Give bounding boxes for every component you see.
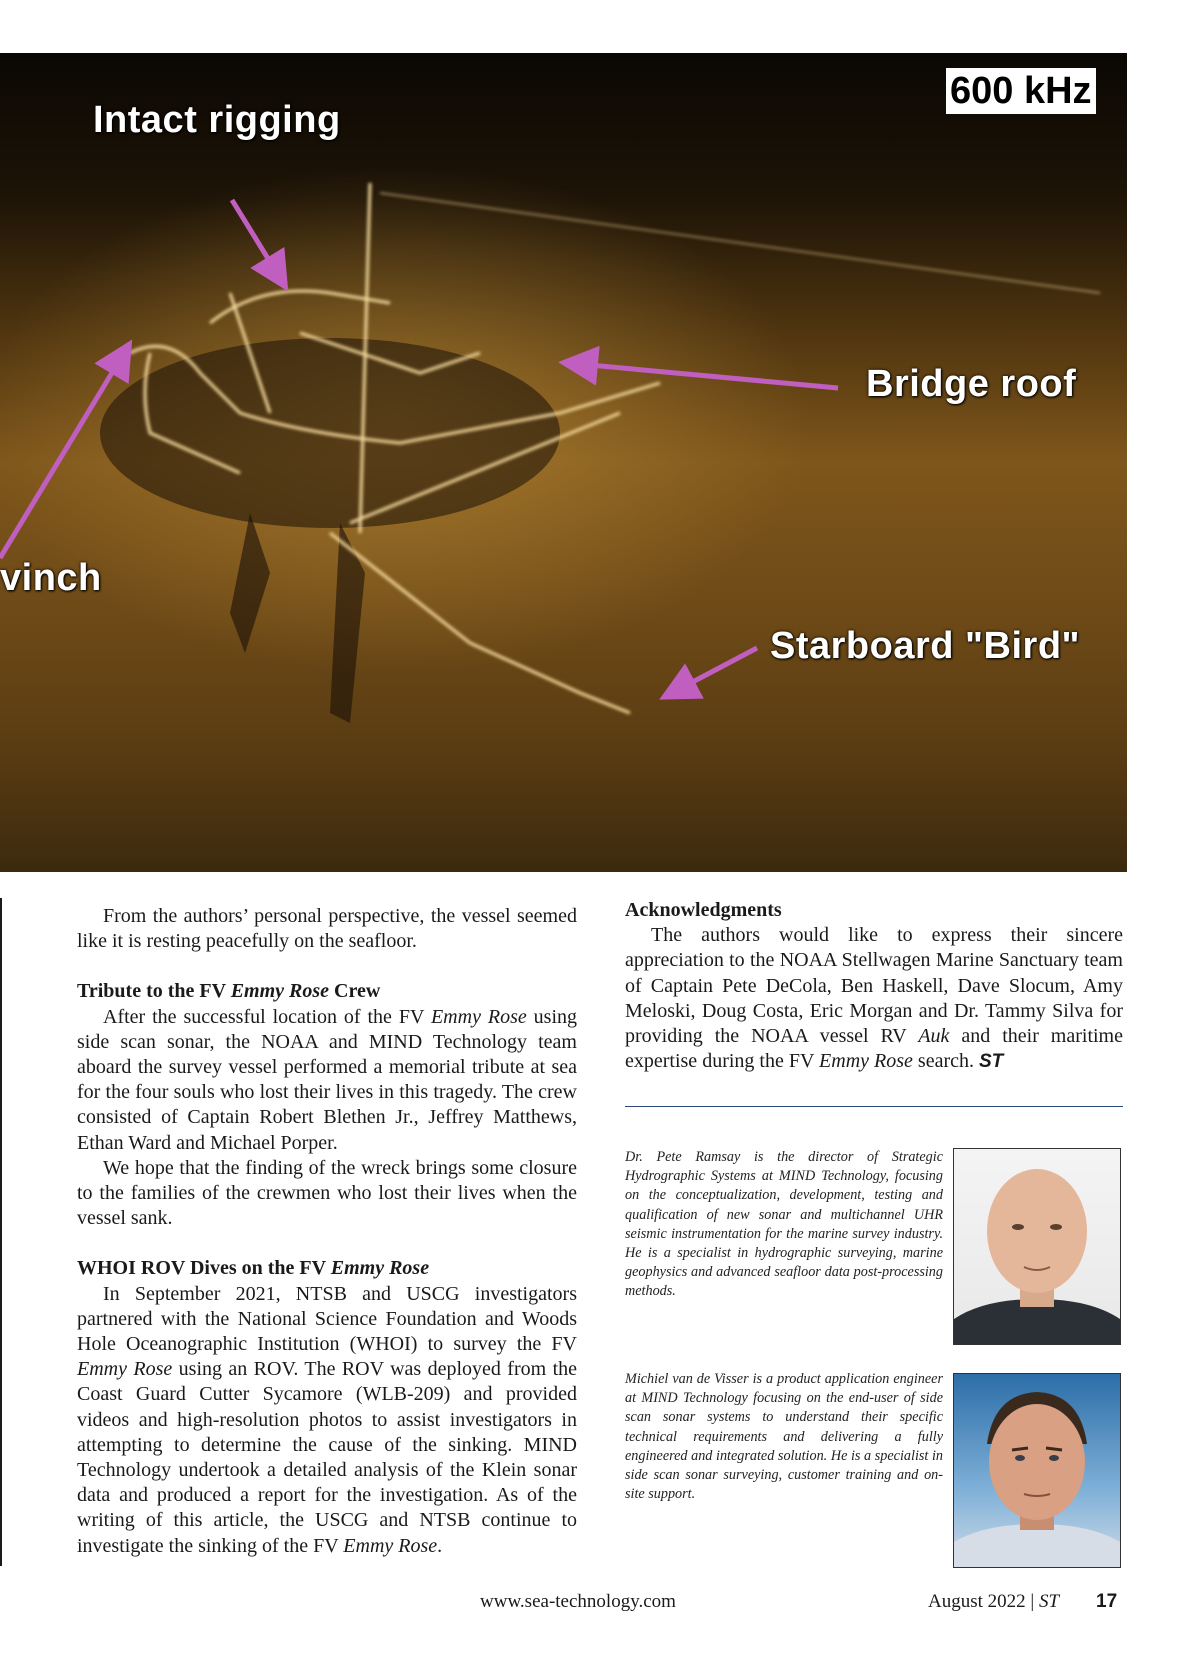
left-rule — [0, 898, 2, 1566]
bio-michiel-van-de-visser: Michiel van de Visser is a product application engineer at MIND Technology focusing on the end-user of side scan sonar systems to understand their specific technical requirements and delivering a fully engineered and integrated solution. He is a specialist in side scan sonar surveying, customer training and on-site support. — [625, 1371, 943, 1503]
portrait-1 — [954, 1149, 1120, 1344]
portrait-2 — [954, 1374, 1120, 1567]
tribute-paragraph-2: We hope that the finding of the wreck brings some closure to the families of the crewmen who lost their lives when the vessel sank. — [77, 1156, 577, 1230]
right-column — [625, 898, 1123, 1074]
page-number: 17 — [1096, 1591, 1118, 1612]
left-column — [77, 904, 577, 1559]
whoi-paragraph: In September 2021, NTSB and USCG investigators partnered with the National Science Foundation and Woods Hole Oceanographic Institution (WHOI) to survey the FV Emmy Rose using an ROV. The ROV was deployed from the Coast Guard Cutter Sycamore (WLB-209) and provided videos and high-resolution photos to assist investigators in attempting to determine the cause of the sinking. MIND Technology undertook a detailed analysis of the Klein sonar data and produced a report for the investigation. As of the writing of this article, the USCG and NTSB continue to investigate the sinking of the FV Emmy Rose. — [77, 1282, 578, 1557]
arrow-intact-rigging — [232, 200, 283, 283]
arrow-starboard-bird — [668, 648, 757, 695]
footer-url: www.sea-technology.com — [480, 1591, 676, 1612]
st-end-mark: ST — [978, 1051, 1004, 1073]
ack-heading: Acknowledgments — [625, 899, 782, 921]
tribute-paragraph-1: After the successful location of the FV Emmy Rose using side scan sonar, the NOAA and MIND Technology team aboard the survey vessel performed a memorial tribute at sea for the four souls who lost their lives in this tragedy. The crew consisted of Captain Robert Blethen Jr., Jeffrey Matthews, Ethan Ward and Michael Porper. — [77, 1005, 578, 1154]
footer-date: August 2022 | ST — [928, 1591, 1060, 1612]
whoi-heading: WHOI ROV Dives on the FV Emmy Rose — [77, 1257, 430, 1280]
bio-divider — [625, 1106, 1123, 1107]
intro-paragraph: From the authors’ personal perspective, the vessel seemed like it is resting peacefully on the seafloor. — [77, 905, 577, 953]
mast-shadow-2 — [330, 523, 365, 723]
arrow-bridge-roof — [568, 363, 838, 388]
photo-pete-ramsay — [953, 1148, 1121, 1345]
ack-paragraph: The authors would like to express their sincere appreciation to the NOAA Stellwagen Marine Sanctuary team of Captain Pete DeCola, Ben Haskell, Dave Slocum, Amy Meloski, Doug Costa, Eric Morgan and Dr. Tammy Silva for providing the NOAA vessel RV Auk and their maritime expertise during the FV Emmy Rose search. ST — [625, 924, 1123, 1073]
bio-pete-ramsay: Dr. Pete Ramsay is the director of Strategic Hydrographic Systems at MIND Technology, focusing on the conceptualization, development, testing and qualification of new sonar and multichannel UHR seismic instrumentation for the marine survey industry. He is a specialist in hydrographic surveying, marine geophysics and advanced seafloor data post-processing methods. — [625, 1149, 943, 1300]
mast-shadow-1 — [230, 513, 270, 653]
label-starboard-bird: Starboard "Bird" — [770, 625, 1081, 667]
sonar-drawing — [0, 53, 1127, 870]
sonar-image — [0, 53, 1127, 872]
photo-michiel-van-de-visser — [953, 1373, 1121, 1568]
tribute-heading: Tribute to the FV Emmy Rose Crew — [77, 980, 381, 1003]
label-intact-rigging: Intact rigging — [93, 99, 341, 141]
label-bridge-roof: Bridge roof — [866, 363, 1077, 405]
label-winch: vinch — [0, 557, 102, 599]
frequency-label: 600 kHz — [946, 68, 1096, 114]
